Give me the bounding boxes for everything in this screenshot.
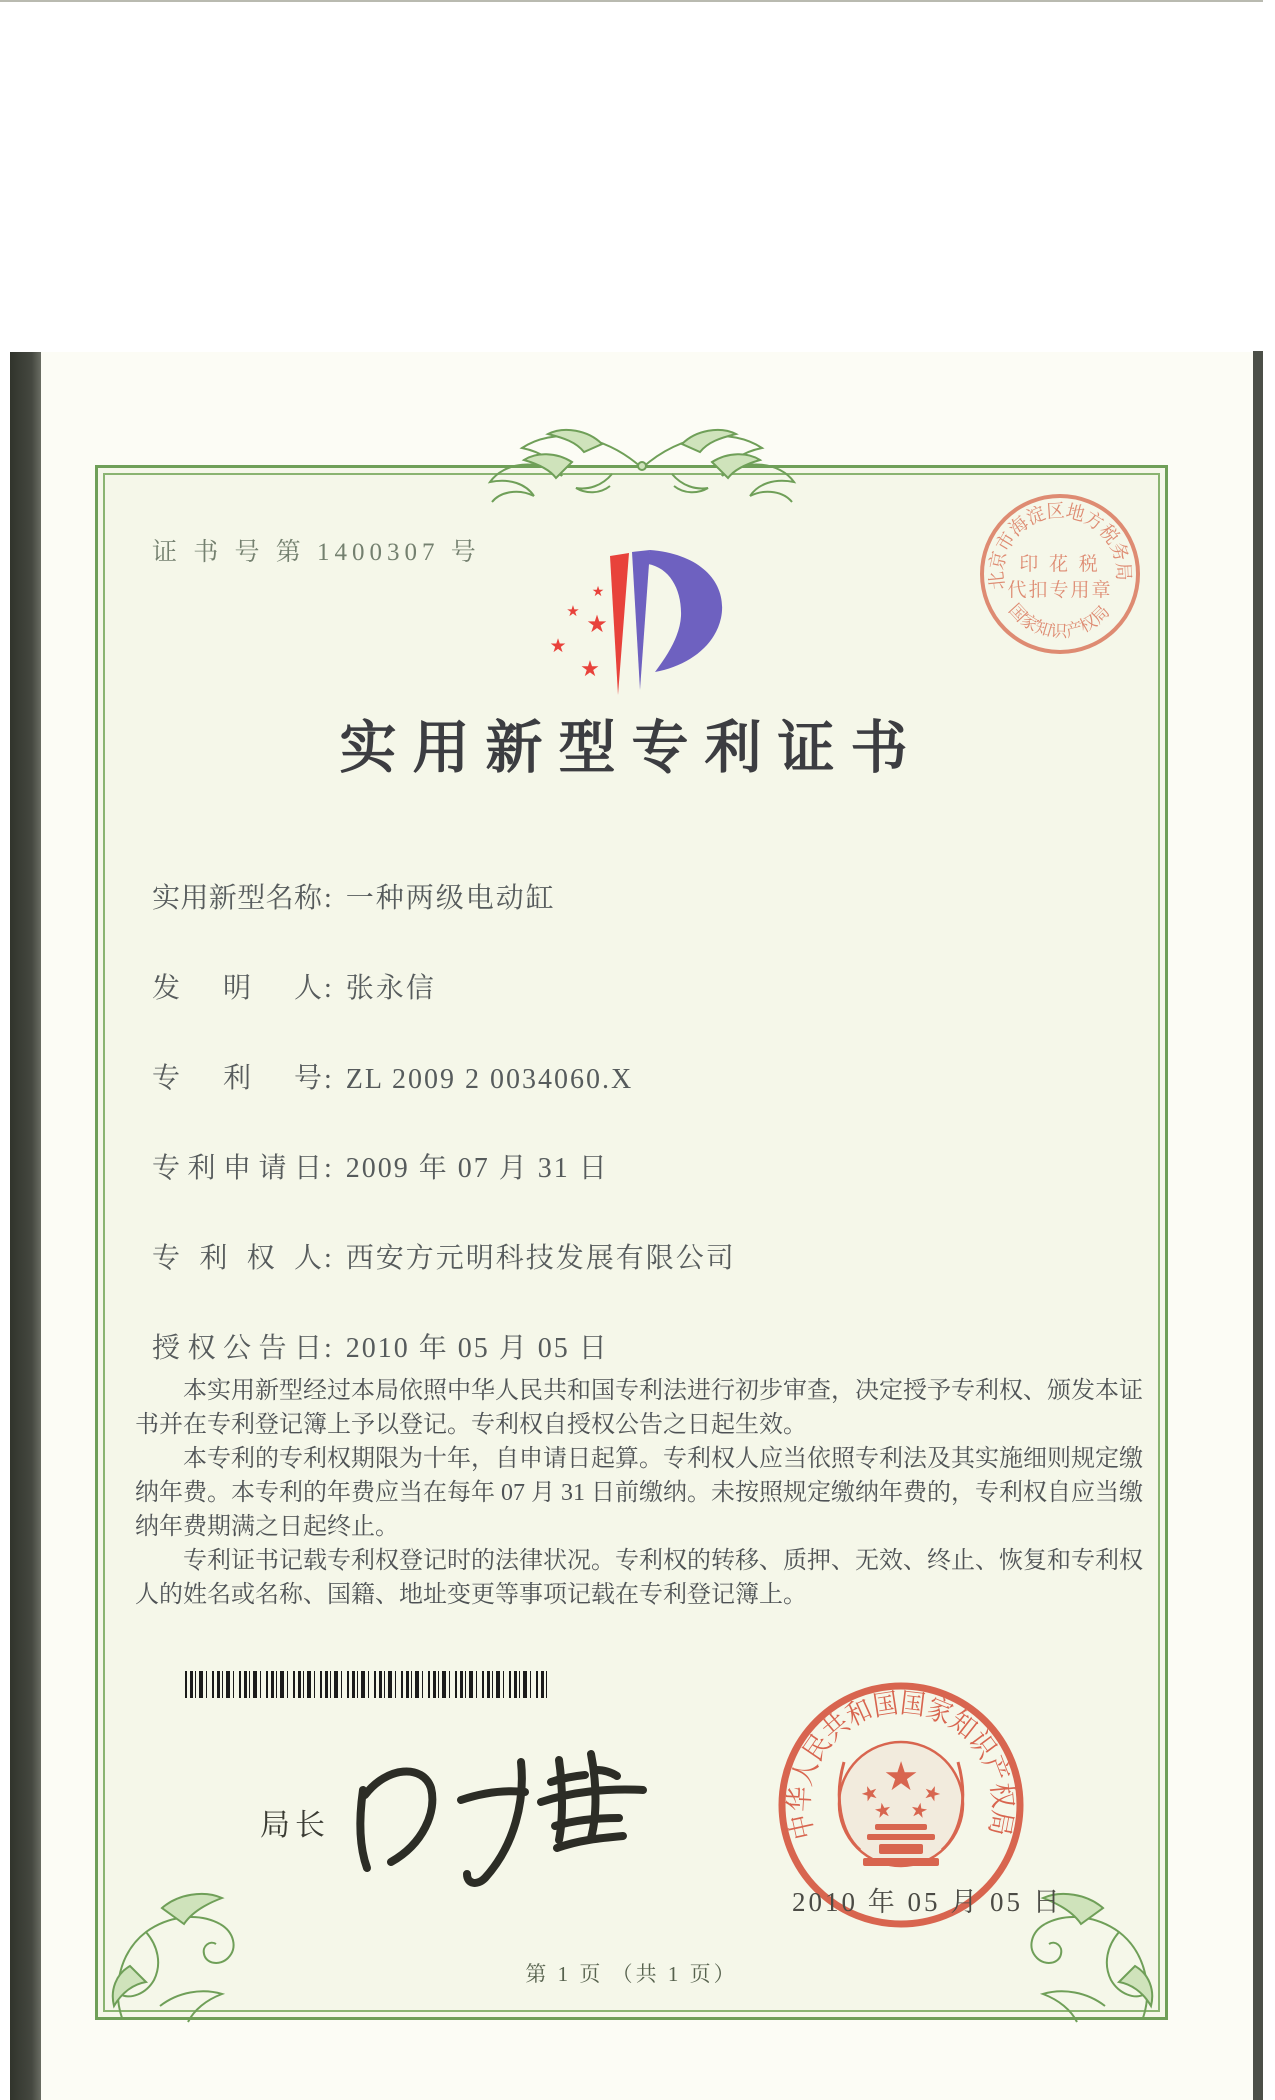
border-ornament-top-icon [452,418,832,510]
field-patentee [152,1236,736,1276]
field-label: 专利号 [152,1063,322,1094]
field-value: 2009 年 07 月 31 日 [345,1153,609,1184]
field-value: 一种两级电动缸 [345,883,556,914]
svg-text:★: ★ [857,1778,883,1808]
field-colon: : [324,883,332,914]
tax-office-stamp [976,490,1152,666]
field-value: 2010 年 05 月 05 日 [345,1333,609,1364]
field-colon: : [324,973,332,1004]
paper-edge-line [0,0,1263,2]
director-signature [335,1740,655,1915]
field-patent-number [152,1056,633,1096]
svg-text:★: ★ [871,1796,894,1824]
scan-shadow-left [10,352,41,2100]
field-label: 授权公告日 [152,1333,322,1364]
field-label: 专利申请日 [152,1153,322,1184]
svg-text:★: ★ [908,1796,931,1824]
field-utility-model-name [152,876,556,916]
field-value: 西安方元明科技发展有限公司 [345,1243,736,1274]
certificate-title: 实用新型专利证书 [339,717,924,780]
stamp-arc-top-text: 北京市海淀区地方税务局 [986,500,1134,591]
scan-shadow-right [1253,351,1263,2100]
legal-paragraph: 本专利的专利权期限为十年，自申请日起算。专利权人应当依照专利法及其实施细则规定缴纳年费。本专利的年费应当在每年 07 月 31 日前缴纳。未按照规定缴纳年费的，专利权自应当缴纳年费期满之日起终止。 [135,1446,1143,1540]
stamp-arc-bottom-text: 国家知识产权局 [1004,600,1114,642]
svg-text:★: ★ [919,1778,945,1808]
field-label: 发明人 [152,973,322,1004]
stamp-center-line2: 代扣专用章 [1007,580,1113,601]
field-colon: : [324,1064,332,1095]
cnipa-patent-logo-icon [540,540,740,708]
legal-paragraph: 专利证书记载专利权登记时的法律状况。专利权的转移、质押、无效、终止、恢复和专利权人的姓名或名称、国籍、地址变更等事项记载在专利登记簿上。 [135,1548,1143,1608]
field-colon: : [324,1333,332,1364]
stamp-center-line1: 印 花 税 [1019,554,1101,575]
field-label: 实用新型名称 [152,883,322,914]
svg-text:★: ★ [591,584,605,600]
field-value: ZL 2009 2 0034060.X [345,1064,634,1095]
legal-text-block [135,1374,1143,1612]
director-label: 局长 [260,1809,330,1842]
svg-text:★: ★ [566,602,580,620]
field-colon: : [324,1153,332,1184]
svg-text:★: ★ [883,1754,919,1800]
field-inventor [152,966,436,1006]
certificate-number: 证 书 号 第 1400307 号 [152,539,481,566]
legal-paragraph: 本实用新型经过本局依照中华人民共和国专利法进行初步审查，决定授予专利权、颁发本证书并在专利登记簿上予以登记。专利权自授权公告之日起生效。 [135,1378,1143,1438]
seal-date: 2010 年 05 月 05 日 [792,1887,1063,1917]
field-label: 专利权人 [152,1243,322,1274]
national-emblem-icon [839,1742,963,1866]
field-colon: : [324,1243,332,1274]
svg-text:★: ★ [549,635,567,657]
svg-text:★: ★ [580,657,600,682]
page-number-footer: 第 1 页 （共 1 页） [525,1962,738,1986]
barcode [185,1671,547,1698]
field-grant-date [152,1326,609,1366]
seal-ring-text: 中华人民共和国国家知识产权局 [784,1687,1018,1843]
field-value: 张永信 [345,973,436,1004]
svg-text:★: ★ [586,610,608,638]
field-filing-date [152,1146,609,1186]
